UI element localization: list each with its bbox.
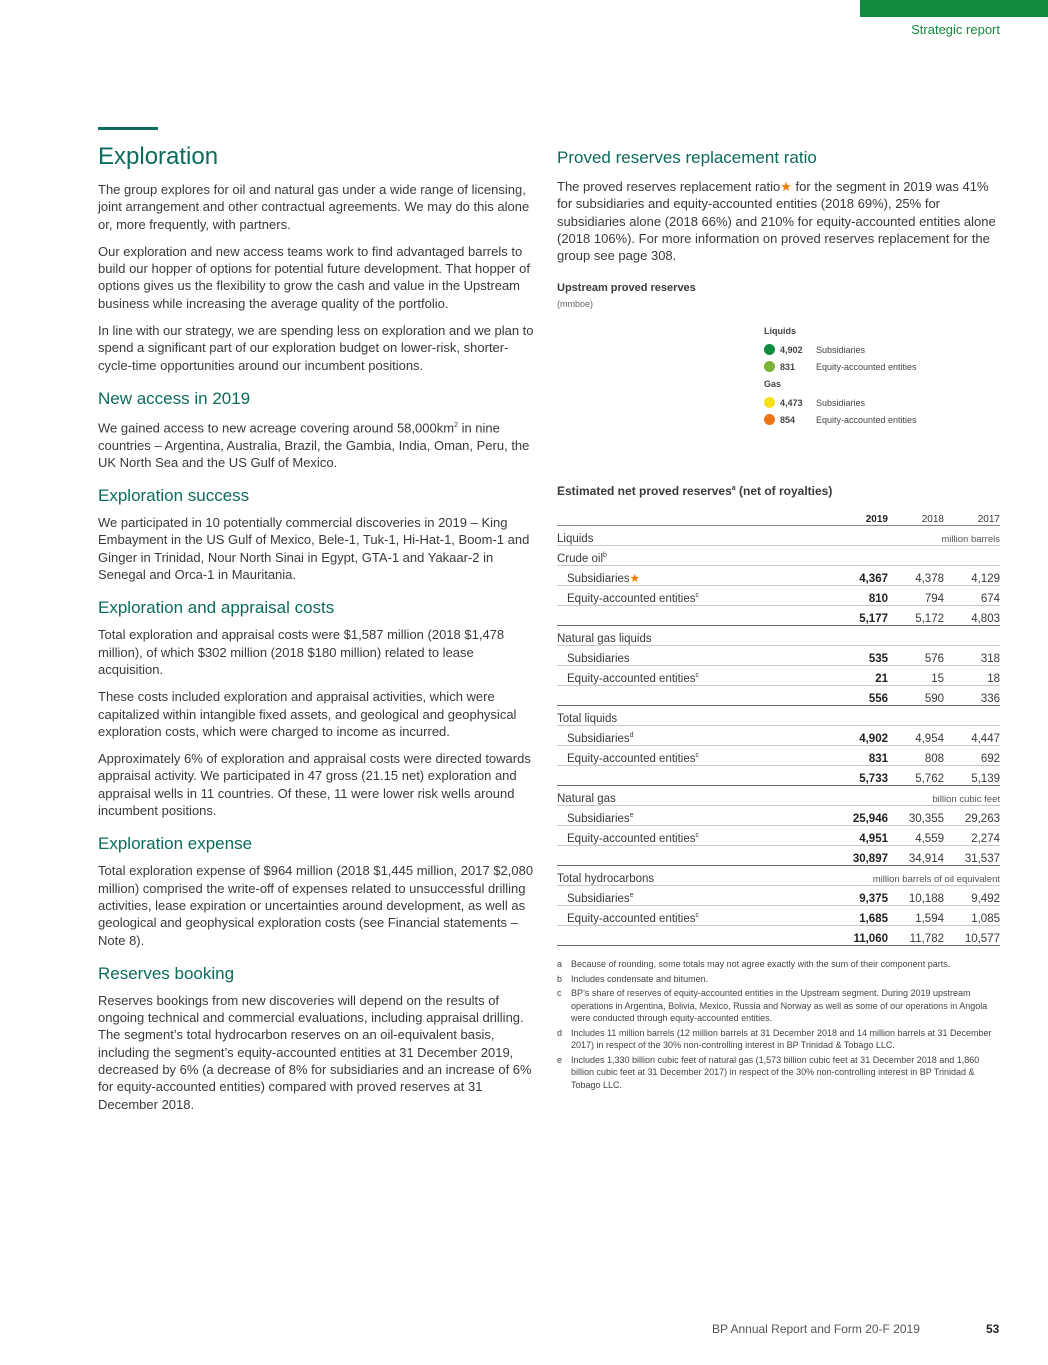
cell-value: 1,685	[832, 906, 888, 926]
unit-label: million barrels of oil equivalent	[832, 866, 1000, 886]
cell-value: 831	[832, 746, 888, 766]
row-label	[557, 686, 832, 706]
cell-value: 10,188	[888, 886, 944, 906]
cell-value: 336	[944, 686, 1000, 706]
table-row	[557, 746, 1000, 766]
new-access-paragraph: We gained access to new acreage covering around $58,000km^2$ in nine countries – Argentina, Australia, Brazil, the Gambia, India, Oman, Peru, the UK North Sea and the US Gulf of Mexico.	[98, 420, 530, 470]
table-row	[557, 766, 1000, 786]
cell-value: 1,085	[944, 906, 1000, 926]
chart-unit: (mmboe)	[557, 299, 594, 310]
footnote: e Includes 1,330 billion cubic feet of natural gas (1,573 billion cubic feet at 31 December 2018 and 1,860 billion cubic feet at 31 December 2017) in respect of the 30% non-controlling interest in BP Trinidad & Tobago LLC.	[557, 1054, 980, 1090]
cell-value	[944, 626, 1000, 646]
row-label: Subsidiaries$^d$	[557, 726, 832, 746]
cell-value: 810	[832, 586, 888, 606]
unit-label: million barrels	[832, 526, 1000, 546]
legend-value: 854	[780, 414, 796, 425]
table-row	[557, 866, 1000, 886]
cell-value: 4,902	[832, 726, 888, 746]
reserves-booking-paragraph: Reserves bookings from new discoveries will depend on the results of ongoing technical and commercial evaluations, including appraisal drilling. The segment’s total hydrocarbon reserves on an oil-equivalent basis, including the segment’s equity-accounted entities at 31 December 2019, decreased by 6% (a decrease of 8% for subsidiaries and an increase of 6% for equity-accounted entities) compared with proved reserves at 31 December 2018.	[98, 992, 532, 1112]
footnote: a Because of rounding, some totals may not agree exactly with the sum of their component parts.	[557, 959, 951, 969]
table-row	[557, 886, 1000, 906]
cell-value	[888, 626, 944, 646]
legend-label: Subsidiaries	[816, 344, 866, 355]
cell-value: 4,559	[888, 826, 944, 846]
exploration-success-heading: Exploration success	[98, 486, 250, 506]
cell-value: 34,914	[888, 846, 944, 866]
cell-value: 30,897	[832, 846, 888, 866]
legend-item	[764, 411, 917, 428]
table-row	[557, 926, 1000, 946]
cell-value	[888, 546, 944, 566]
table-row	[557, 666, 1000, 686]
exploration-expense-paragraph: Total exploration expense of $964 million (2018 $1,445 million, 2017 $2,080 million) comprised the write-off of expenses related to unsuccessful drilling activities, lease expiration or uncertainties around development, as well as geological and geophysical exploration costs (see Financial statements – Note 8).	[98, 863, 534, 948]
row-label	[557, 766, 832, 786]
intro-paragraph-1: The group explores for oil and natural gas under a wide range of licensing, joint arrangement and other contractual agreements. We may do this alone or, more frequently, with partners.	[98, 182, 530, 232]
row-label	[557, 846, 832, 866]
legend-group-gas: Gas	[764, 379, 782, 389]
cell-value: 794	[888, 586, 944, 606]
row-label	[557, 926, 832, 946]
header-brand-bar	[860, 0, 1048, 17]
row-label: Natural gas liquids	[557, 626, 832, 646]
row-label: Liquids	[557, 526, 832, 546]
intro-paragraph-2: Our exploration and new access teams work to find advantaged barrels to build our hopper of options for potential future development. That hopper of options gives us the flexibility to grow the cash and value in the Upstream business while increasing the average quality of the portfolio.	[98, 243, 530, 311]
right-column	[557, 147, 1000, 1090]
row-label	[557, 606, 832, 626]
year-header: 2017	[944, 509, 1000, 526]
intro-paragraph-3: In line with our strategy, we are spending less on exploration and we plan to spend a significant part of our exploration budget on lower-risk, shorter-cycle-time opportunities around our incumbent positions.	[98, 323, 534, 373]
page-title: Exploration	[98, 143, 219, 170]
table-row	[557, 606, 1000, 626]
legend-item	[764, 394, 917, 411]
footnote: d Includes 11 million barrels (12 million barrels at 31 December 2018 and 14 million barrels at 31 December 2017) in respect of the 30% non-controlling interest in BP Trinidad & Tobago LLC.	[557, 1027, 992, 1050]
cell-value	[832, 626, 888, 646]
left-column	[98, 143, 538, 1123]
cell-value: 30,355	[888, 806, 944, 826]
appraisal-costs-paragraph-1: Total exploration and appraisal costs were $1,587 million (2018 $1,478 million), of which $302 million (2018 $180 million) related to lease acquisition.	[98, 627, 505, 677]
cell-value	[944, 706, 1000, 726]
cell-value: 10,577	[944, 926, 1000, 946]
cell-value: 31,537	[944, 846, 1000, 866]
year-header: 2019	[832, 509, 888, 526]
chart-title: Upstream proved reserves	[557, 282, 696, 295]
legend-dot-icon	[764, 397, 775, 408]
legend-label: Equity-accounted entities	[816, 361, 917, 372]
section-label[interactable]: Strategic report	[911, 22, 1000, 37]
cell-value: 4,447	[944, 726, 1000, 746]
cell-value: 15	[888, 666, 944, 686]
footer-report-title: BP Annual Report and Form 20-F 2019	[712, 1322, 920, 1336]
row-label: Total liquids	[557, 706, 832, 726]
reserves-table	[557, 509, 1000, 946]
row-label: Equity-accounted entities$^c$	[557, 826, 832, 846]
table-row	[557, 526, 1000, 546]
table-row	[557, 806, 1000, 826]
cell-value: 4,803	[944, 606, 1000, 626]
cell-value	[888, 706, 944, 726]
legend-item	[764, 341, 917, 358]
row-label: Subsidiaries	[557, 646, 832, 666]
cell-value: 25,946	[832, 806, 888, 826]
exploration-expense-heading: Exploration expense	[98, 834, 253, 854]
legend-group-liquids: Liquids	[764, 326, 796, 336]
row-label: Crude oil$^b$	[557, 546, 832, 566]
cell-value: 590	[888, 686, 944, 706]
cell-value: 4,954	[888, 726, 944, 746]
cell-value: 18	[944, 666, 1000, 686]
table-footnotes	[557, 958, 1000, 1093]
star-icon: ★	[629, 573, 640, 585]
cell-value: 692	[944, 746, 1000, 766]
row-label: Subsidiaries$^e$	[557, 806, 832, 826]
footnote: c BP’s share of reserves of equity-accounted entities in the Upstream segment. During 2019 upstream operations in Argentina, Bolivia, Mexico, Russia and Norway as well as some of our operations in Angola were conducted through equity-accounted entities.	[557, 988, 988, 1023]
row-label: Subsidiaries$^e$	[557, 886, 832, 906]
cell-value: 4,367	[832, 566, 888, 586]
row-label: Equity-accounted entities$^c$	[557, 666, 832, 686]
cell-value: 21	[832, 666, 888, 686]
row-label: Total hydrocarbons	[557, 866, 832, 886]
footnote: b Includes condensate and bitumen.	[557, 973, 709, 984]
page-number: 53	[986, 1322, 1000, 1336]
table-row	[557, 686, 1000, 706]
cell-value: 11,782	[888, 926, 944, 946]
cell-value: 318	[944, 646, 1000, 666]
cell-value: 9,375	[832, 886, 888, 906]
legend-dot-icon	[764, 414, 775, 425]
cell-value: 1,594	[888, 906, 944, 926]
cell-value: 5,177	[832, 606, 888, 626]
table-row	[557, 726, 1000, 746]
legend-value: 4,473	[780, 397, 803, 408]
legend-label: Subsidiaries	[816, 397, 866, 408]
table-row	[557, 586, 1000, 606]
cell-value: 5,139	[944, 766, 1000, 786]
row-label: Subsidiaries★	[557, 566, 832, 586]
cell-value: 5,762	[888, 766, 944, 786]
unit-label: billion cubic feet	[832, 786, 1000, 806]
row-label: Natural gas	[557, 786, 832, 806]
cell-value: 4,951	[832, 826, 888, 846]
cell-value: 556	[832, 686, 888, 706]
replacement-ratio-paragraph: The proved reserves replacement ratio★ for the segment in 2019 was 41% for subsidiaries and equity-accounted entities (2018 69%), 25% for subsidiaries alone (2018 66%) and 210% for equity-accounted entities alone (2018 106%). For more information on proved reserves replacement for the group see page 308.	[557, 179, 996, 264]
legend-label: Equity-accounted entities	[816, 414, 917, 425]
legend-dot-icon	[764, 361, 775, 372]
chart-legend	[764, 322, 917, 428]
cell-value: 674	[944, 586, 1000, 606]
cell-value: 9,492	[944, 886, 1000, 906]
table-row	[557, 626, 1000, 646]
table-title: Estimated net proved reserves$^a$ (net of royalties)	[557, 484, 833, 498]
row-label: Equity-accounted entities$^c$	[557, 586, 832, 606]
cell-value: 11,060	[832, 926, 888, 946]
exploration-success-paragraph: We participated in 10 potentially commercial discoveries in 2019 – King Embayment in the US Gulf of Mexico, Bele-1, Tuk-1, Hi-Hat-1, Boom-1 and Ginger in Trinidad, Nour North Sinai in Egypt, GTA-1 and Yakaar-2 in Senegal and Orca-1 in Mauritania.	[98, 515, 530, 583]
table-row	[557, 646, 1000, 666]
table-row	[557, 546, 1000, 566]
appraisal-costs-paragraph-3: Approximately 6% of exploration and appraisal costs were directed towards appraisal activity. We participated in 47 gross (21.15 net) exploration and appraisal wells in 11 countries. Of these, 11 were lower risk wells around incumbent positions.	[98, 751, 531, 819]
cell-value: 576	[888, 646, 944, 666]
row-label: Equity-accounted entities$^c$	[557, 746, 832, 766]
cell-value	[944, 546, 1000, 566]
table-row	[557, 566, 1000, 586]
cell-value: 4,129	[944, 566, 1000, 586]
legend-dot-icon	[764, 344, 775, 355]
year-header: 2018	[888, 509, 944, 526]
replacement-ratio-heading: Proved reserves replacement ratio	[557, 148, 817, 167]
cell-value: 29,263	[944, 806, 1000, 826]
table-row	[557, 846, 1000, 866]
cell-value: 5,733	[832, 766, 888, 786]
cell-value	[832, 546, 888, 566]
reserves-booking-heading: Reserves booking	[98, 963, 235, 983]
legend-item	[764, 358, 917, 375]
table-row	[557, 786, 1000, 806]
table-row	[557, 826, 1000, 846]
star-icon: ★	[780, 179, 792, 194]
cell-value: 808	[888, 746, 944, 766]
new-access-heading: New access in 2019	[98, 388, 251, 408]
cell-value: 5,172	[888, 606, 944, 626]
legend-value: 831	[780, 361, 796, 372]
legend-value: 4,902	[780, 344, 803, 355]
row-label: Equity-accounted entities$^c$	[557, 906, 832, 926]
title-accent-line	[98, 127, 158, 130]
appraisal-costs-paragraph-2: These costs included exploration and appraisal activities, which were capitalized within intangible fixed assets, and geological and geophysical exploration costs, which were charged to income as incurred.	[98, 689, 517, 739]
cell-value	[832, 706, 888, 726]
appraisal-costs-heading: Exploration and appraisal costs	[98, 598, 335, 618]
table-row	[557, 706, 1000, 726]
cell-value: 535	[832, 646, 888, 666]
table-row	[557, 906, 1000, 926]
cell-value: 2,274	[944, 826, 1000, 846]
table-header-row	[557, 509, 1000, 526]
cell-value: 4,378	[888, 566, 944, 586]
